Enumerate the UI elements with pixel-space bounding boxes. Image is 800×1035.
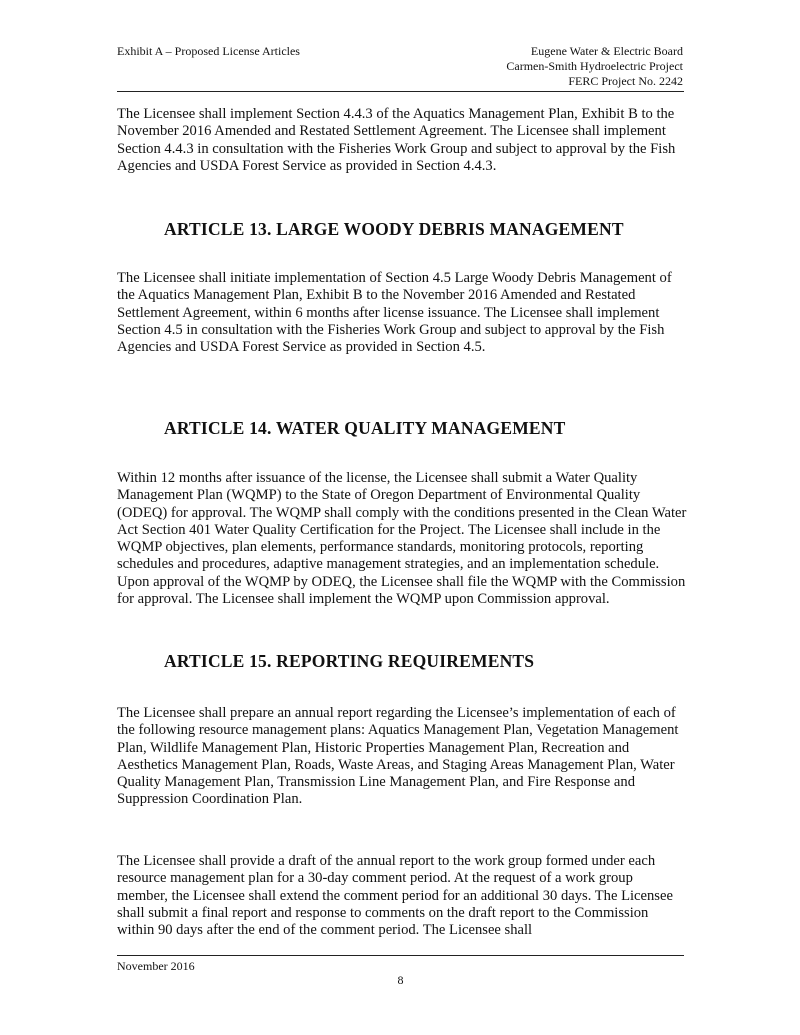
paragraph-article-13: The Licensee shall initiate implementation of Section 4.5 Large Woody Debris Management of the Aquatics Management Plan, Exhibit B to the November 2016 Amended and Restated Settlement Agreement, within 6 months after license issuance. The Licensee shall implement Section 4.5 in consultation with the Fisheries Work Group and subject to approval by the Fish Agencies and USDA Forest Service as provided in Section 4.5. (117, 270, 672, 356)
header-utility-name: Eugene Water & Electric Board (530, 44, 683, 58)
header-divider (117, 91, 684, 92)
footer-divider (117, 955, 684, 956)
paragraph-article-15-plans: The Licensee shall prepare an annual report regarding the Licensee’s implementation of each of the following resource management plans: Aquatics Management Plan, Vegetation Management Plan, Wildlife Management Plan, Historic Properties Management Plan, Recreation and Aesthetics Management Plan, Roads, Waste Areas, and Staging Areas Management Plan, Water Quality Management Plan, Transmission Line Management Plan, and Fire Response and Suppression Coordination Plan. (117, 705, 679, 808)
footer-date: November 2016 (117, 959, 195, 973)
header-ferc-number: FERC Project No. 2242 (568, 74, 683, 88)
header-document-title: Exhibit A – Proposed License Articles (117, 44, 300, 58)
heading-article-13: ARTICLE 13. LARGE WOODY DEBRIS MANAGEMENT (164, 219, 624, 239)
paragraph-section-4-4-3: The Licensee shall implement Section 4.4.3 of the Aquatics Management Plan, Exhibit B to the November 2016 Amended and Restated Settlement Agreement. The Licensee shall implement Section 4.4.3 in consultation with the Fisheries Work Group and subject to approval by the Fish Agencies and USDA Forest Service as provided in Section 4.4.3. (117, 106, 676, 174)
paragraph-article-14: Within 12 months after issuance of the license, the Licensee shall submit a Water Quality Management Plan (WQMP) to the State of Oregon Department of Environmental Quality (ODEQ) for approval. The WQMP shall comply with the conditions presented in the Clean Water Act Section 401 Water Quality Certification for the Project. The Licensee shall include in the WQMP objectives, plan elements, performance standards, monitoring protocols, reporting schedules and procedures, adaptive management strategies, and an implementation schedule. Upon approval of the WQMP by ODEQ, the Licensee shall file the WQMP with the Commission for approval. The Licensee shall implement the WQMP upon Commission approval. (117, 470, 687, 608)
header-project-name: Carmen-Smith Hydroelectric Project (506, 59, 683, 73)
page-number: 8 (397, 973, 404, 987)
header-project-info (353, 44, 683, 89)
heading-article-14: ARTICLE 14. WATER QUALITY MANAGEMENT (164, 418, 566, 438)
paragraph-article-15-draft-report: The Licensee shall provide a draft of the annual report to the work group formed under each resource management plan for a 30-day comment period. At the request of a work group member, the Licensee shall extend the comment period for an additional 30 days. The Licensee shall submit a final report and response to comments on the draft report to the Commission within 90 days after the end of the comment period. The Licensee shall (117, 853, 673, 939)
heading-article-15: ARTICLE 15. REPORTING REQUIREMENTS (164, 651, 535, 671)
